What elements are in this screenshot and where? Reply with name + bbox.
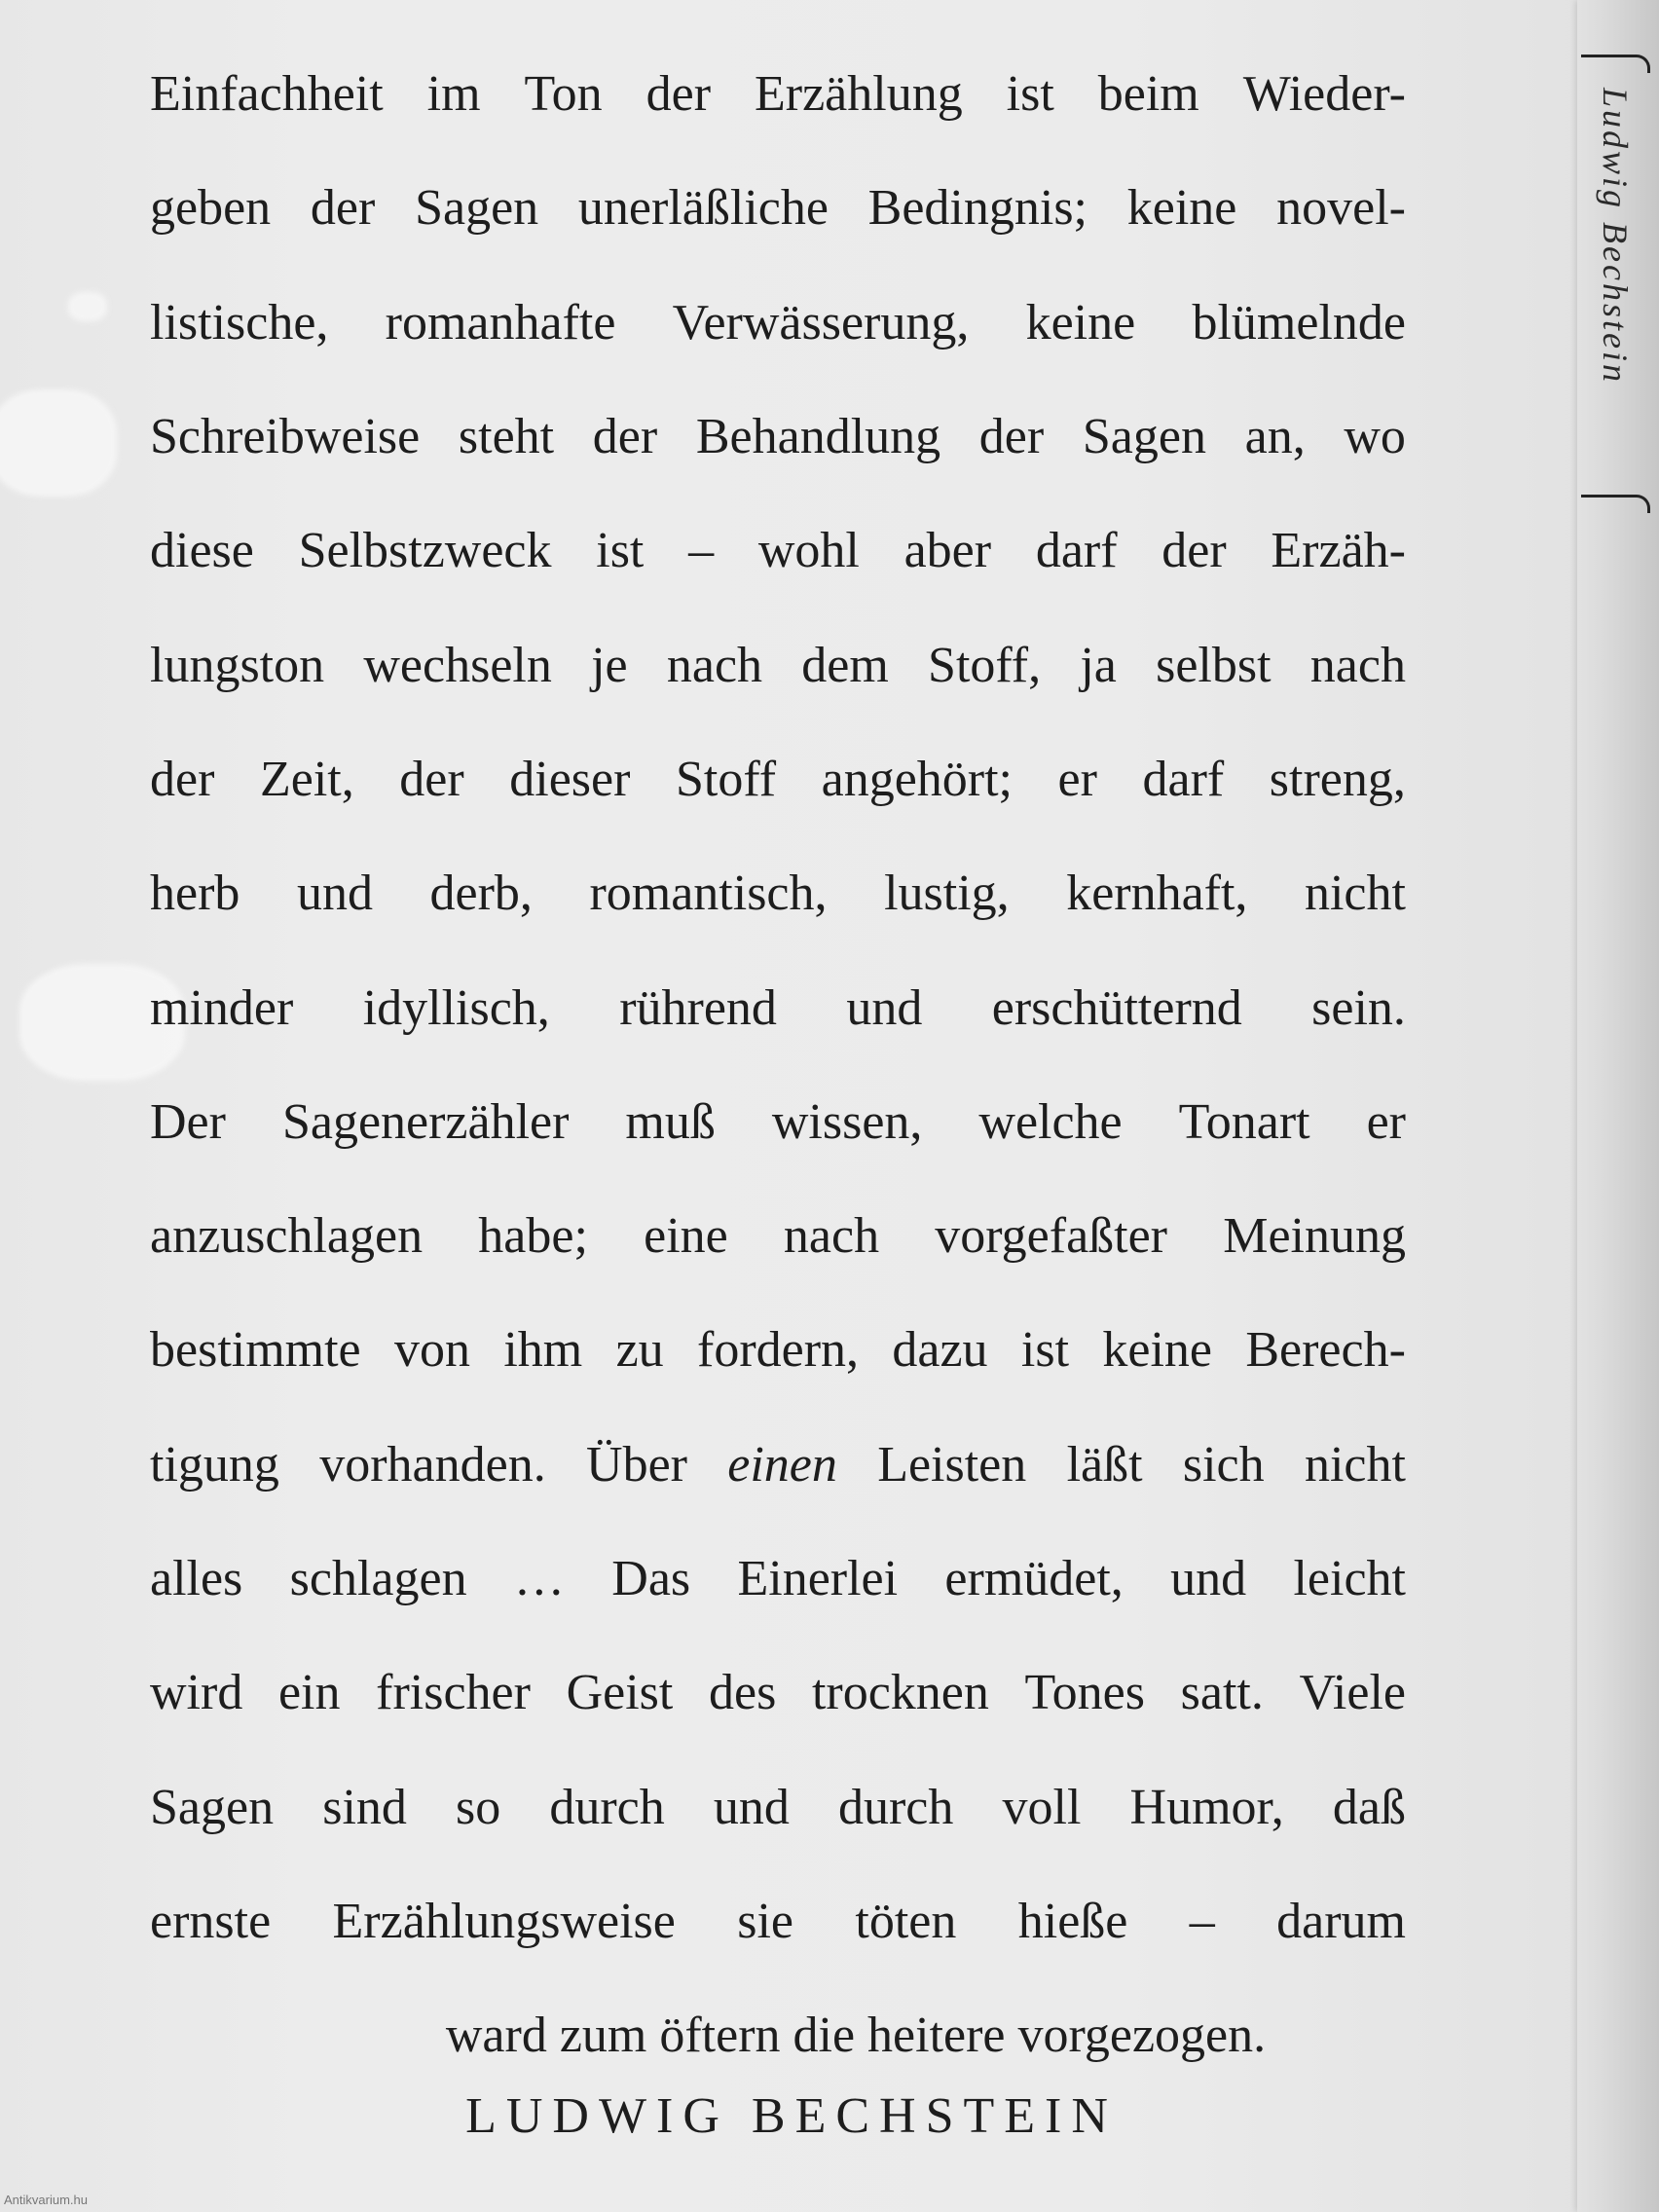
paper-wear-mark: [0, 389, 117, 497]
text-line: wird ein frischer Geist des trocknen Tones satt. Viele: [150, 1665, 1406, 1721]
text-line: anzuschlagen habe; eine nach vorgefaßter Meinung: [150, 1208, 1406, 1265]
spine-title: Ludwig Bechstein: [1596, 88, 1635, 385]
spine-bracket-top: [1581, 55, 1650, 73]
text-line: listische, romanhafte Verwässerung, keine blümelnde: [150, 294, 1406, 350]
text-line: geben der Sagen unerläßliche Bedingnis; keine novel-: [150, 180, 1406, 237]
watermark: Antikvarium.hu: [4, 2193, 88, 2207]
text-line: ernste Erzählungsweise sie töten hieße – darum: [150, 1893, 1406, 1949]
text-line: bestimmte von ihm zu fordern, dazu ist keine Berech-: [150, 1322, 1406, 1379]
text-line: herb und derb, romantisch, lustig, kernhaft, nicht: [150, 866, 1406, 922]
quote-text: [150, 37, 1406, 2092]
text-line: diese Selbstzweck ist – wohl aber darf der Erzäh-: [150, 523, 1406, 579]
text-line: Der Sagenerzähler muß wissen, welche Tonart er: [150, 1093, 1406, 1150]
text-line: lungston wechseln je nach dem Stoff, ja selbst nach: [150, 637, 1406, 693]
spine-bracket-bottom: [1581, 495, 1650, 513]
text-line: Einfachheit im Ton der Erzählung ist beim Wieder-: [150, 66, 1406, 123]
text-line: Schreibweise steht der Behandlung der Sagen an, wo: [150, 409, 1406, 465]
text-line: tigung vorhanden. Über einen Leisten läßt sich nicht: [150, 1436, 1406, 1493]
text-line: der Zeit, der dieser Stoff angehört; er darf streng,: [150, 751, 1406, 807]
text-line: Sagen sind so durch und durch voll Humor, daß: [150, 1779, 1406, 1835]
text-line: ward zum öftern die heitere vorgezogen.: [445, 2008, 1267, 2064]
text-line: alles schlagen … Das Einerlei ermüdet, und leicht: [150, 1551, 1406, 1606]
paper-wear-mark: [68, 292, 107, 321]
text-line: minder idyllisch, rührend und erschütternd sein.: [150, 979, 1406, 1036]
author-signature: LUDWIG BECHSTEIN: [465, 2088, 1118, 2144]
